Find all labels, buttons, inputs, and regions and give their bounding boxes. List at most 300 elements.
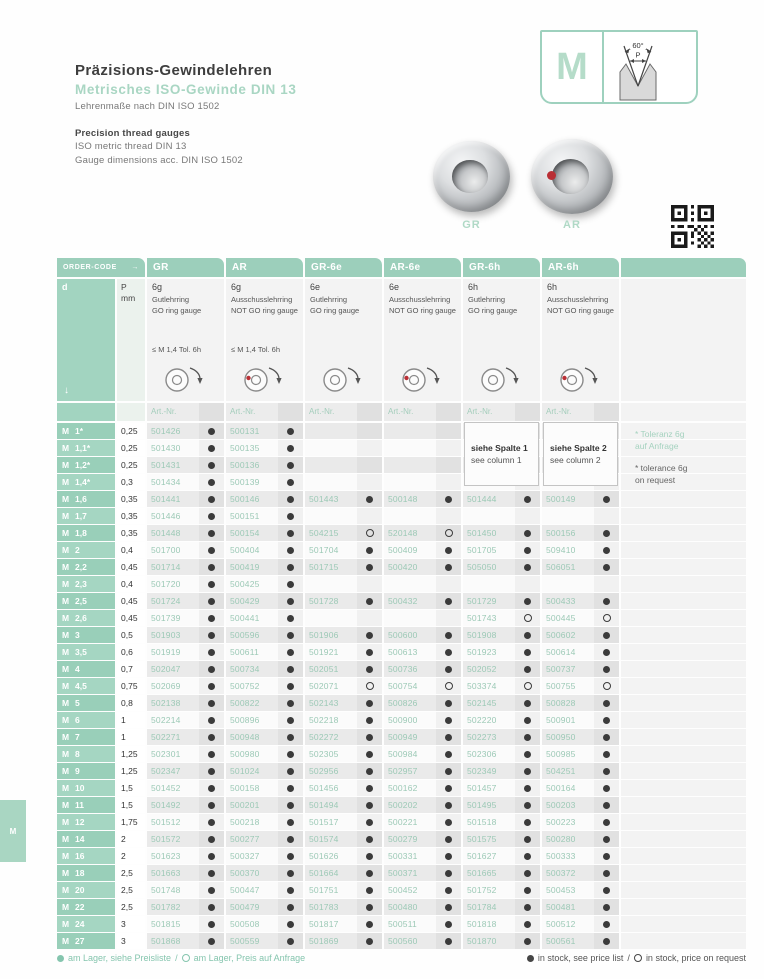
article-number: 502956	[305, 763, 357, 779]
pitch-value: 3	[117, 916, 145, 932]
stock-indicator	[515, 916, 540, 932]
down-arrow-icon: ↓	[64, 385, 69, 396]
size-value: 20	[75, 885, 85, 895]
article-number: 504251	[542, 763, 594, 779]
size-prefix: M	[62, 919, 70, 929]
column-header-gr-6h: GR-6h	[463, 258, 540, 277]
article-cell	[542, 763, 619, 779]
article-number: 500901	[542, 712, 594, 728]
row-size-label	[57, 457, 115, 473]
article-cell	[305, 882, 382, 898]
tolerance-note-de-line2: auf Anfrage	[635, 441, 679, 452]
stock-filled-dot-icon	[366, 564, 373, 571]
stock-indicator	[515, 644, 540, 660]
article-cell	[147, 882, 224, 898]
see-column-1-de: siehe Spalte 1	[471, 443, 528, 453]
order-code-arrow-icon: →	[131, 264, 139, 271]
article-cell	[226, 457, 303, 473]
article-cell	[384, 729, 461, 745]
article-number: 502306	[463, 746, 515, 762]
pitch-value: 1	[117, 712, 145, 728]
article-number: 501431	[147, 457, 199, 473]
article-cell	[226, 593, 303, 609]
size-value: 18	[75, 868, 85, 878]
stock-indicator	[278, 491, 303, 507]
article-cell	[384, 695, 461, 711]
article-cell	[226, 559, 303, 575]
article-number: 500511	[384, 916, 436, 932]
size-value: 3,5	[75, 647, 87, 657]
stock-indicator	[436, 576, 461, 592]
stock-filled-dot-icon	[287, 717, 294, 724]
article-number: 501494	[305, 797, 357, 813]
stock-filled-dot-icon	[445, 751, 452, 758]
stock-filled-dot-icon	[524, 870, 531, 877]
size-value: 2,3	[75, 579, 87, 589]
stock-indicator	[357, 712, 382, 728]
article-number: 505050	[463, 559, 515, 575]
article-number: 500135	[226, 440, 278, 456]
article-number: 500146	[226, 491, 278, 507]
pitch-value: 1,25	[117, 763, 145, 779]
article-number: 501492	[147, 797, 199, 813]
article-cell	[305, 440, 382, 456]
stock-indicator	[594, 916, 619, 932]
stock-indicator	[199, 814, 224, 830]
article-number: 501868	[147, 933, 199, 949]
stock-filled-dot-icon	[366, 904, 373, 911]
stock-filled-dot-icon	[445, 819, 452, 826]
article-number: 502273	[463, 729, 515, 745]
article-number: 500370	[226, 865, 278, 881]
stock-indicator	[436, 814, 461, 830]
article-cell	[542, 848, 619, 864]
stock-filled-dot-icon	[366, 700, 373, 707]
article-cell	[226, 712, 303, 728]
stock-filled-dot-icon	[287, 513, 294, 520]
article-number: 500822	[226, 695, 278, 711]
article-cell	[463, 933, 540, 949]
artnr-row-p-cell	[117, 403, 145, 421]
stock-filled-dot-icon	[445, 768, 452, 775]
article-number: 500136	[226, 457, 278, 473]
stock-indicator	[278, 814, 303, 830]
stock-filled-dot-icon	[57, 955, 64, 962]
article-number: 501495	[463, 797, 515, 813]
table-row	[57, 508, 746, 524]
stock-filled-dot-icon	[445, 921, 452, 928]
spec-filler	[621, 279, 746, 401]
article-number: 500826	[384, 695, 436, 711]
size-prefix: M	[62, 681, 70, 691]
article-cell	[226, 678, 303, 694]
stock-indicator	[199, 610, 224, 626]
stock-filled-dot-icon	[445, 496, 452, 503]
gauge-name-en: NOT GO ring gauge	[547, 305, 614, 315]
article-number	[305, 457, 357, 473]
article-cell	[226, 474, 303, 490]
stock-filled-dot-icon	[603, 666, 610, 673]
stock-indicator	[515, 933, 540, 949]
article-cell	[384, 627, 461, 643]
stock-indicator	[199, 491, 224, 507]
row-size-label	[57, 678, 115, 694]
stock-filled-dot-icon	[287, 649, 294, 656]
article-cell	[463, 661, 540, 677]
row-filler	[621, 542, 746, 558]
stock-filled-dot-icon	[603, 802, 610, 809]
notgo-ring-gauge-photo	[531, 139, 613, 214]
article-number: 500596	[226, 627, 278, 643]
size-value: 2,5	[75, 596, 87, 606]
stock-indicator	[436, 763, 461, 779]
size-value: 1,8	[75, 528, 87, 538]
size-value: 9	[75, 766, 80, 776]
article-number: 500149	[542, 491, 594, 507]
header-note-de: Lehrenmaße nach DIN ISO 1502	[75, 101, 220, 112]
stock-indicator	[594, 661, 619, 677]
stock-indicator	[594, 780, 619, 796]
column-spec-gr-6e	[305, 279, 382, 401]
pitch-value: 1	[117, 729, 145, 745]
article-number	[384, 576, 436, 592]
stock-filled-dot-icon	[208, 496, 215, 503]
pitch-value: 2	[117, 831, 145, 847]
table-row	[57, 865, 746, 881]
article-number: 500950	[542, 729, 594, 745]
article-cell	[147, 559, 224, 575]
stock-filled-dot-icon	[445, 904, 452, 911]
article-number: 501626	[305, 848, 357, 864]
gauge-name-de: Gutlehrring	[468, 295, 506, 304]
article-cell	[305, 457, 382, 473]
pitch-value: 0,35	[117, 508, 145, 524]
stock-filled-dot-icon	[208, 751, 215, 758]
article-cell	[226, 729, 303, 745]
stock-filled-dot-icon	[366, 547, 373, 554]
stock-open-dot-icon	[445, 529, 453, 537]
row-filler	[621, 814, 746, 830]
stock-indicator	[515, 797, 540, 813]
table-header-row	[57, 258, 746, 277]
size-value: 10	[75, 783, 85, 793]
stock-indicator	[436, 712, 461, 728]
article-cell	[463, 899, 540, 915]
article-cell	[305, 610, 382, 626]
column-spec-gr	[147, 279, 224, 401]
size-prefix: M	[62, 732, 70, 742]
m-symbol-letter: M	[542, 32, 604, 102]
article-number: 501448	[147, 525, 199, 541]
stock-indicator	[515, 814, 540, 830]
row-size-label	[57, 814, 115, 830]
stock-filled-dot-icon	[524, 649, 531, 656]
page-title: Präzisions-Gewindelehren	[75, 62, 273, 79]
legend-de-filled-text: am Lager, siehe Preisliste	[68, 953, 172, 963]
article-cell	[305, 763, 382, 779]
table-row	[57, 712, 746, 728]
stock-indicator	[278, 559, 303, 575]
stock-indicator	[199, 933, 224, 949]
stock-filled-dot-icon	[208, 700, 215, 707]
stock-indicator	[594, 882, 619, 898]
table-row	[57, 491, 746, 507]
stock-indicator	[357, 933, 382, 949]
pitch-value: 2,5	[117, 882, 145, 898]
article-cell	[147, 916, 224, 932]
stock-indicator	[357, 627, 382, 643]
article-number: 501903	[147, 627, 199, 643]
stock-filled-dot-icon	[287, 802, 294, 809]
row-filler	[621, 780, 746, 796]
row-size-label	[57, 848, 115, 864]
table-row	[57, 559, 746, 575]
stock-indicator	[515, 559, 540, 575]
stock-indicator	[436, 593, 461, 609]
article-number: 500154	[226, 525, 278, 541]
stock-indicator	[357, 882, 382, 898]
pitch-value: 0,45	[117, 559, 145, 575]
pitch-value: 1,25	[117, 746, 145, 762]
article-number: 500737	[542, 661, 594, 677]
article-cell	[384, 457, 461, 473]
article-cell	[226, 797, 303, 813]
notgo-ring-gauge-icon	[242, 365, 288, 395]
stock-filled-dot-icon	[208, 768, 215, 775]
article-number: 500409	[384, 542, 436, 558]
article-cell	[226, 933, 303, 949]
article-number: 502347	[147, 763, 199, 779]
gauge-name-en: NOT GO ring gauge	[389, 305, 456, 315]
article-number: 501728	[305, 593, 357, 609]
article-cell	[463, 865, 540, 881]
article-cell	[147, 746, 224, 762]
size-prefix: M	[62, 800, 70, 810]
article-cell	[384, 899, 461, 915]
stock-filled-dot-icon	[366, 887, 373, 894]
article-cell	[463, 695, 540, 711]
stock-filled-dot-icon	[208, 887, 215, 894]
size-value: 1,1*	[75, 443, 91, 453]
article-cell	[147, 763, 224, 779]
article-number	[305, 610, 357, 626]
stock-filled-dot-icon	[208, 428, 215, 435]
size-prefix: M	[62, 443, 70, 453]
stock-filled-dot-icon	[208, 530, 215, 537]
size-prefix: M	[62, 528, 70, 538]
pitch-value: 0,25	[117, 423, 145, 439]
article-cell	[463, 559, 540, 575]
stock-indicator	[357, 678, 382, 694]
article-cell	[463, 508, 540, 524]
row-filler	[621, 610, 746, 626]
article-cell	[384, 593, 461, 609]
article-number: 500613	[384, 644, 436, 660]
stock-filled-dot-icon	[208, 938, 215, 945]
article-number: 500602	[542, 627, 594, 643]
pitch-value: 0,35	[117, 525, 145, 541]
stock-indicator	[515, 542, 540, 558]
article-cell	[147, 423, 224, 439]
article-cell	[542, 695, 619, 711]
see-column-2-de: siehe Spalte 2	[550, 443, 607, 453]
legend-en	[527, 953, 746, 963]
article-number: 500432	[384, 593, 436, 609]
article-cell	[384, 542, 461, 558]
table-row	[57, 525, 746, 541]
size-value: 7	[75, 732, 80, 742]
stock-indicator	[436, 474, 461, 490]
article-cell	[384, 661, 461, 677]
stock-filled-dot-icon	[208, 921, 215, 928]
article-number: 509410	[542, 542, 594, 558]
row-size-label	[57, 899, 115, 915]
size-value: 1*	[75, 426, 84, 436]
page-subtitle: Metrisches ISO-Gewinde DIN 13	[75, 82, 297, 97]
stock-indicator	[594, 627, 619, 643]
article-number: 500202	[384, 797, 436, 813]
stock-filled-dot-icon	[208, 785, 215, 792]
gauge-name-en: GO ring gauge	[310, 305, 360, 315]
column-spec-ar-6h	[542, 279, 619, 401]
stock-indicator	[357, 559, 382, 575]
stock-filled-dot-icon	[445, 938, 452, 945]
article-number: 500445	[542, 610, 594, 626]
stock-open-dot-icon	[445, 682, 453, 690]
article-number: 501906	[305, 627, 357, 643]
row-size-label	[57, 491, 115, 507]
stock-filled-dot-icon	[366, 921, 373, 928]
gauge-table	[57, 258, 746, 950]
article-cell	[305, 899, 382, 915]
stock-indicator	[594, 899, 619, 915]
row-filler	[621, 576, 746, 592]
stock-filled-dot-icon	[287, 445, 294, 452]
qr-code	[671, 205, 714, 248]
row-filler	[621, 491, 746, 507]
article-number-header	[542, 403, 619, 421]
artnr-row-label-cell	[57, 403, 115, 421]
article-number: 501818	[463, 916, 515, 932]
stock-indicator	[357, 780, 382, 796]
row-size-label	[57, 695, 115, 711]
article-number: 504215	[305, 525, 357, 541]
article-number: 501457	[463, 780, 515, 796]
stock-filled-dot-icon	[603, 938, 610, 945]
pitch-value: 0,4	[117, 542, 145, 558]
article-number	[384, 610, 436, 626]
gauge-name-de: Ausschusslehrring	[389, 295, 451, 304]
stock-indicator	[594, 695, 619, 711]
notgo-ring-gauge-icon	[558, 365, 604, 395]
stock-filled-dot-icon	[287, 547, 294, 554]
article-cell	[384, 865, 461, 881]
article-cell	[226, 508, 303, 524]
row-size-label	[57, 916, 115, 932]
go-ring-gauge-icon	[163, 365, 209, 395]
size-prefix: M	[62, 477, 70, 487]
stock-indicator	[199, 542, 224, 558]
stock-filled-dot-icon	[603, 717, 610, 724]
stock-filled-dot-icon	[208, 904, 215, 911]
article-number: 500425	[226, 576, 278, 592]
stock-open-dot-icon	[603, 614, 611, 622]
stock-filled-dot-icon	[366, 717, 373, 724]
see-column-2-box	[543, 422, 618, 486]
table-row	[57, 610, 746, 626]
stock-indicator	[594, 644, 619, 660]
stock-filled-dot-icon	[445, 853, 452, 860]
row-size-label	[57, 559, 115, 575]
table-row	[57, 576, 746, 592]
article-cell	[542, 508, 619, 524]
stock-open-dot-icon	[524, 682, 532, 690]
row-filler	[621, 695, 746, 711]
tolerance-note-de-line1: * Toleranz 6g	[635, 429, 685, 439]
side-tab	[0, 800, 26, 862]
table-row	[57, 763, 746, 779]
article-cell	[147, 831, 224, 847]
article-cell	[305, 831, 382, 847]
article-cell	[463, 882, 540, 898]
article-number: 500203	[542, 797, 594, 813]
article-cell	[147, 865, 224, 881]
size-tolerance-note: ≤ M 1,4 Tol. 6h	[231, 345, 281, 354]
artnr-dot-strip	[278, 403, 303, 421]
stock-indicator	[199, 797, 224, 813]
stock-indicator	[436, 661, 461, 677]
stock-filled-dot-icon	[208, 717, 215, 724]
stock-filled-dot-icon	[603, 870, 610, 877]
article-cell	[305, 559, 382, 575]
size-value: 4,5	[75, 681, 87, 691]
stock-filled-dot-icon	[603, 734, 610, 741]
pitch-value: 0,25	[117, 440, 145, 456]
stock-indicator	[594, 848, 619, 864]
stock-filled-dot-icon	[445, 564, 452, 571]
article-number: 500828	[542, 695, 594, 711]
size-value: 22	[75, 902, 85, 912]
article-cell	[305, 644, 382, 660]
stock-filled-dot-icon	[287, 496, 294, 503]
stock-filled-dot-icon	[603, 496, 610, 503]
row-size-label	[57, 525, 115, 541]
article-cell	[542, 644, 619, 660]
article-number: 500561	[542, 933, 594, 949]
stock-indicator	[594, 797, 619, 813]
stock-indicator	[436, 610, 461, 626]
stock-filled-dot-icon	[524, 785, 531, 792]
article-number: 500984	[384, 746, 436, 762]
article-cell	[305, 933, 382, 949]
table-row	[57, 797, 746, 813]
article-number: 502301	[147, 746, 199, 762]
stock-filled-dot-icon	[366, 734, 373, 741]
d-column-header	[57, 279, 115, 401]
row-filler	[621, 797, 746, 813]
row-size-label	[57, 712, 115, 728]
article-number: 500201	[226, 797, 278, 813]
article-cell	[305, 712, 382, 728]
stock-filled-dot-icon	[603, 564, 610, 571]
row-filler	[621, 644, 746, 660]
article-number: 500280	[542, 831, 594, 847]
artnr-dot-strip	[515, 403, 540, 421]
notgo-ring-gauge-icon	[400, 365, 446, 395]
stock-indicator	[199, 525, 224, 541]
row-filler	[621, 746, 746, 762]
size-prefix: M	[62, 749, 70, 759]
